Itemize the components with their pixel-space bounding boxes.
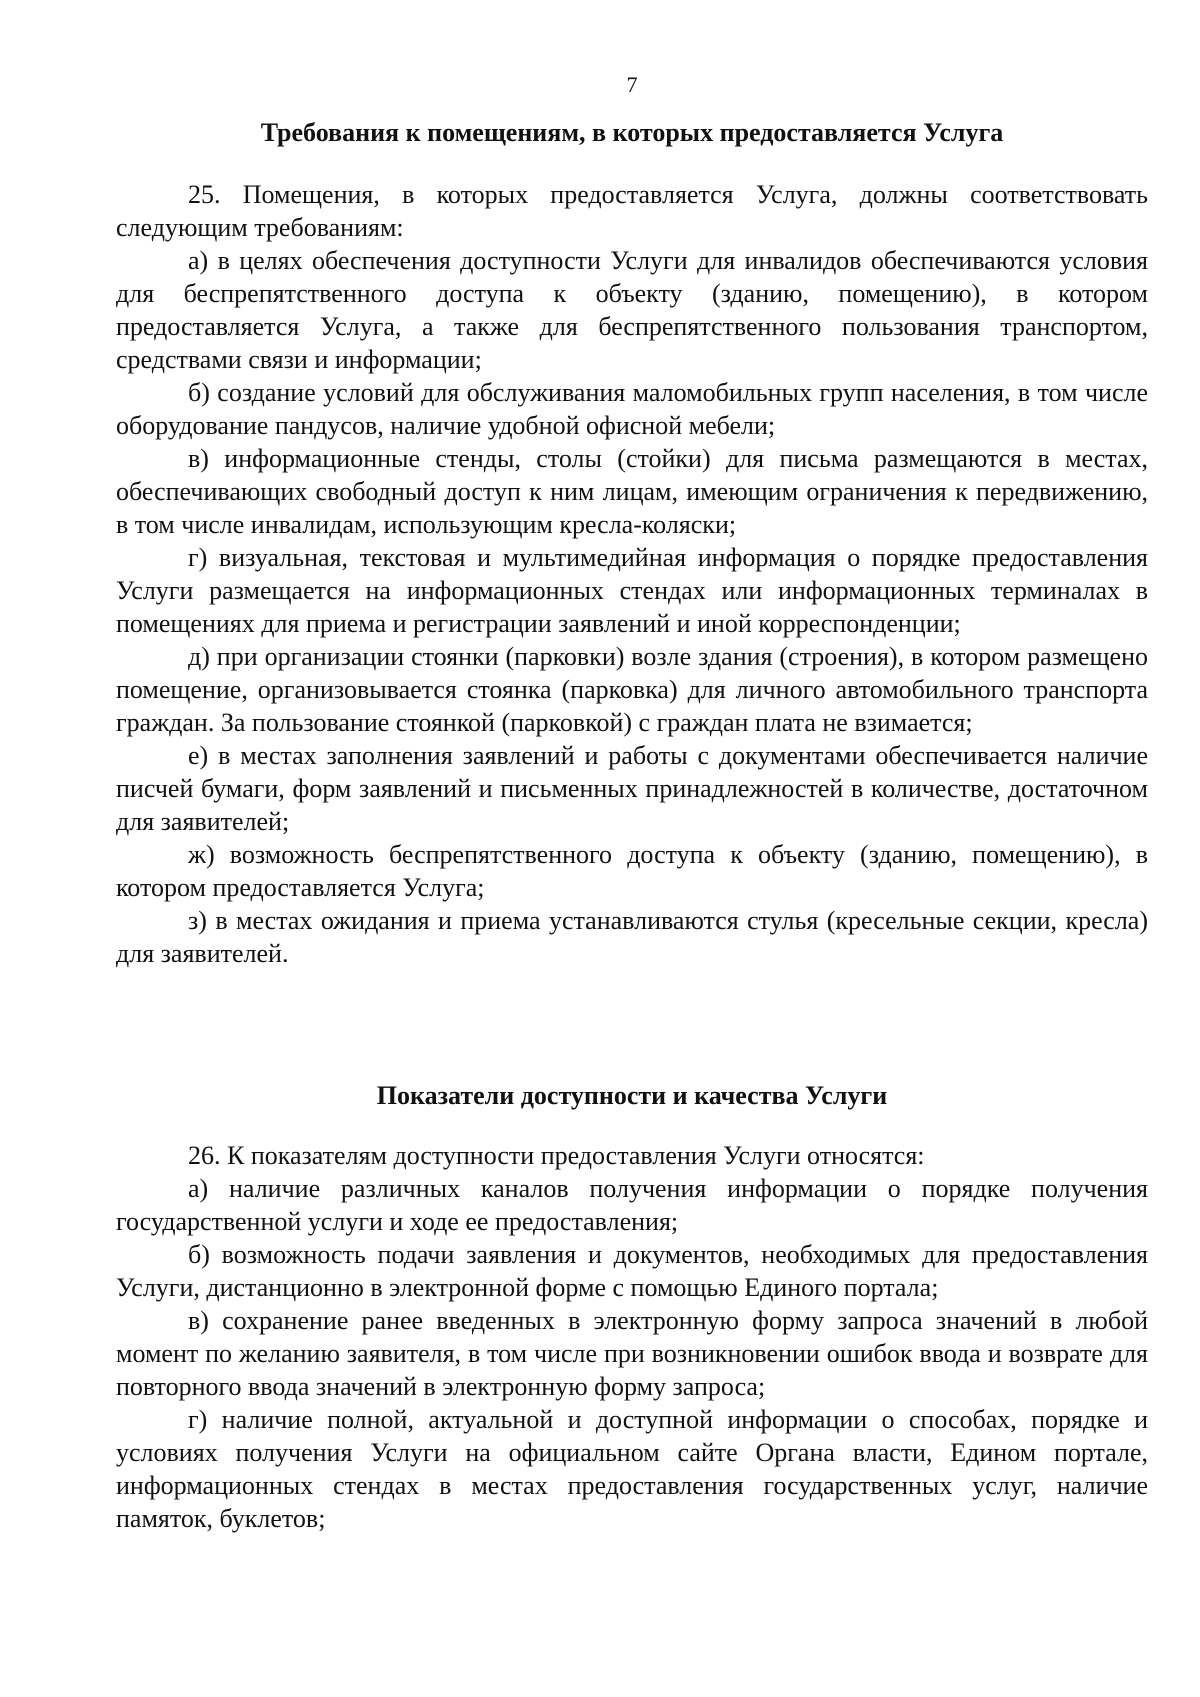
paragraph: г) визуальная, текстовая и мультимедийная информация о порядке предоставления Услуги размещается на информационных стендах или информационных терминалах в помещениях для приема и регистрации заявлений и иной корреспонденции; — [116, 543, 1148, 638]
paragraph: б) возможность подачи заявления и документов, необходимых для предоставления Услуги, дистанционно в электронной форме с помощью Единого портала; — [116, 1240, 1148, 1302]
paragraph: ж) возможность беспрепятственного доступа к объекту (зданию, помещению), в котором предоставляется Услуга; — [116, 840, 1148, 902]
paragraph: 25. Помещения, в которых предоставляется Услуга, должны соответствовать следующим требованиям: — [116, 180, 1148, 242]
section-body-premises — [116, 178, 1148, 970]
paragraph: в) информационные стенды, столы (стойки) для письма размещаются в местах, обеспечивающих свободный доступ к ним лицам, имеющим ограничения к передвижению, в том числе инвалидам, использующим кресла-коляски; — [116, 444, 1148, 539]
section-heading-quality: Показатели доступности и качества Услуги — [376, 1081, 888, 1110]
paragraph: 26. К показателям доступности предоставления Услуги относятся: — [188, 1141, 925, 1170]
page-number: 7 — [626, 72, 638, 97]
paragraph: е) в местах заполнения заявлений и работы с документами обеспечивается наличие писчей бумаги, форм заявлений и письменных принадлежностей в количестве, достаточном для заявителей; — [116, 741, 1148, 836]
paragraph: б) создание условий для обслуживания маломобильных групп населения, в том числе оборудование пандусов, наличие удобной офисной мебели; — [116, 378, 1148, 440]
section-heading-premises: Требования к помещениям, в которых предоставляется Услуга — [260, 118, 1004, 147]
paragraph: д) при организации стоянки (парковки) возле здания (строения), в котором размещено помещение, организовывается стоянка (парковка) для личного автомобильного транспорта граждан. За пользование стоянкой (парковкой) с граждан плата не взимается; — [116, 642, 1148, 737]
paragraph: а) наличие различных каналов получения информации о порядке получения государственной услуги и ходе ее предоставления; — [116, 1174, 1148, 1236]
section-body-quality — [116, 1139, 1148, 1535]
paragraph: в) сохранение ранее введенных в электронную форму запроса значений в любой момент по желанию заявителя, в том числе при возникновении ошибок ввода и возврате для повторного ввода значений в электронную форму запроса; — [116, 1306, 1148, 1401]
paragraph: а) в целях обеспечения доступности Услуги для инвалидов обеспечиваются условия для беспрепятственного доступа к объекту (зданию, помещению), в котором предоставляется Услуга, а также для беспрепятственного пользования транспортом, средствами связи и информации; — [116, 246, 1148, 374]
paragraph: г) наличие полной, актуальной и доступной информации о способах, порядке и условиях получения Услуги на официальном сайте Органа власти, Едином портале, информационных стендах в местах предоставления государственных услуг, наличие памяток, буклетов; — [116, 1405, 1148, 1533]
paragraph: з) в местах ожидания и приема устанавливаются стулья (кресельные секции, кресла) для заявителей. — [116, 906, 1148, 968]
